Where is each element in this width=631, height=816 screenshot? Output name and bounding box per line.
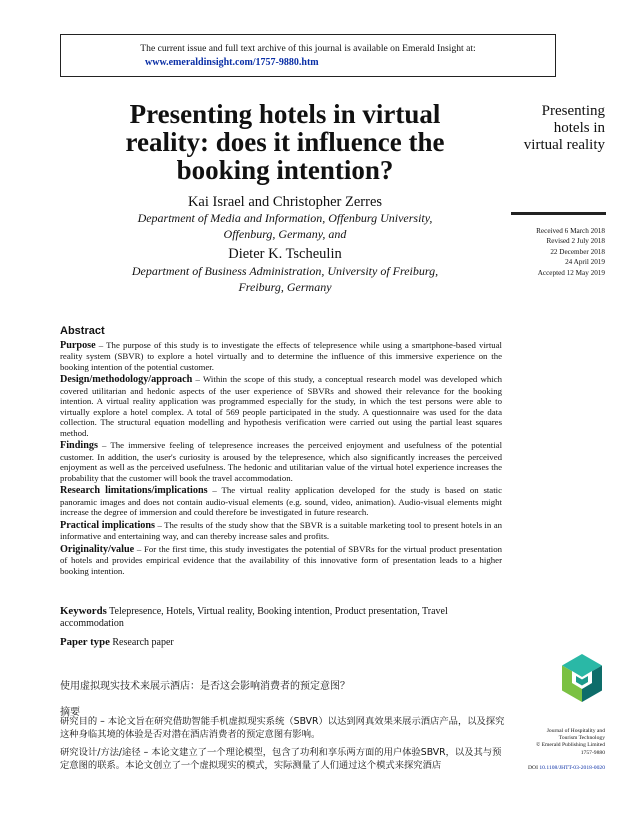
doi — [528, 765, 605, 771]
abstract — [60, 326, 502, 578]
section-label: Design/methodology/approach — [60, 374, 193, 385]
date-line: 24 April 2019 — [565, 258, 605, 267]
keywords-text: Telepresence, Hotels, Virtual reality, Booking intention, Product presentation, Travel accommodation — [60, 606, 448, 629]
keywords — [60, 605, 500, 630]
affiliation-line: Department of Business Administration, University of Freiburg, — [131, 264, 439, 278]
title-line: booking intention? — [176, 155, 394, 185]
affiliation-1 — [100, 210, 470, 242]
running-title-line: hotels in — [553, 120, 605, 136]
abstract-limitations: Research limitations/implications – The virtual reality application developed for the study is based on static panoramic images and does not contain audio-visual elements (e.g. sound, video, animation). Audio-visual elements might increase the degree of immersion and could therefore be investigated in future research. — [60, 485, 503, 517]
running-title-line: Presenting — [541, 103, 605, 119]
section-text: The results of the study show that the SBVR is a suitable marketing tool to present hotels in an informative and entertaining way, and can thereby increase sales and profits. — [60, 519, 502, 541]
authors-group-1: Kai Israel and Christopher Zerres — [187, 194, 383, 210]
abstract-heading: Abstract — [60, 325, 105, 337]
sidebar-divider — [511, 212, 606, 215]
affiliation-line: Freiburg, Germany — [238, 280, 332, 294]
journal-line: 1757-9880 — [580, 749, 605, 756]
abstract-findings: Findings – The immersive feeling of telepresence increases the perceived enjoyment and usefulness of the potential customer. In addition, the user's curiosity is aroused by the telepresence, which also significantly increases the perceived enjoyment as well as the perceived usefulness. The hedonic and utilitarian value of the virtual hotel experience increases the probability that the customer will book the travel accommodation. — [60, 440, 503, 483]
paper-type-text: Research paper — [112, 637, 174, 648]
affiliation-line: Department of Media and Information, Offenburg University, — [137, 211, 433, 225]
journal-line: Journal of Hospitality and — [546, 728, 605, 734]
archive-notice — [60, 34, 556, 77]
section-label: Originality/value — [60, 543, 135, 555]
chinese-purpose: 研究目的 – 本论文旨在研究借助智能手机虚拟现实系统（SBVR）以达到网真效果来展示酒店产品，以及探究这种身临其境的体验是否对潜在酒店消费者的预定意图有影响。 — [60, 716, 505, 740]
section-label: Research limitations/implications — [60, 485, 208, 496]
chinese-design: 研究设计/方法/途径 – 本论文建立了一个理论模型，包含了功利和享乐两方面的用户体验SBVR，以及其与预定意图的联系。本论文创立了一个虚拟现实的模式，实际测量了人们通过这个模式来探究酒店 — [60, 747, 502, 771]
authors-group-2: Dieter K. Tscheulin — [228, 246, 342, 262]
paper-type-label: Paper type — [60, 636, 110, 648]
archive-link[interactable]: www.emeraldinsight.com/1757-9880.htm — [145, 57, 319, 68]
paper-title — [100, 100, 470, 184]
section-text: The virtual reality application developed for the study is based on static panoramic images and does not contain audio-visual elements (e.g. sound, video, animation). Audio-visual elements might increase the degree of immersion and could therefore be investigated in future research. — [60, 485, 503, 517]
section-label: Purpose — [60, 339, 96, 351]
running-title-line: virtual reality — [523, 137, 605, 153]
chinese-abstract-label: 摘要 — [60, 707, 80, 718]
abstract-practical: Practical implications – The results of the study show that the SBVR is a suitable marketing tool to present hotels in an informative and entertaining way, and can thereby increase sales and profits. — [60, 519, 502, 541]
section-label: Practical implications — [60, 519, 156, 531]
title-line: reality: does it influence the — [125, 127, 445, 157]
chinese-title: 使用虚拟现实技术来展示酒店：是否这会影响消费者的预定意图？ — [60, 681, 350, 692]
section-text: The purpose of this study is to investigate the effects of telepresence while using a smartphone-based virtual reality system (SBVR) to explore a hotel virtually and to determine the influence of this immersive experience on the booking intention of the potential customer. — [60, 339, 503, 372]
journal-line: © Emerald Publishing Limited — [535, 742, 605, 749]
journal-info — [505, 728, 605, 757]
abstract-originality: Originality/value – For the first time, this study investigates the potential of SBVRs for the virtual product presentation of hotels and provides empirical evidence that the availability of this innovative form of presentation leads to a higher booking intention. — [60, 543, 503, 576]
section-text: For the first time, this study investigates the potential of SBVRs for the virtual product presentation of hotels and provides empirical evidence that the availability of this innovative form of presentation leads to a higher booking intention. — [60, 543, 503, 576]
title-line: Presenting hotels in virtual — [129, 99, 441, 129]
affiliation-line: Offenburg, Germany, and — [223, 227, 347, 241]
section-text: The immersive feeling of telepresence increases the perceived enjoyment and usefulness of the potential customer. In addition, the user's curiosity is aroused by the telepresence, which also significantly increases the perceived enjoyment as well as the perceived usefulness. The hedonic and utilitarian value of the virtual hotel experience increases the probability that the customer will book the travel accommodation. — [60, 440, 503, 483]
running-title — [465, 103, 605, 154]
submission-dates — [536, 226, 605, 278]
emerald-logo-icon — [558, 652, 606, 704]
date-line: 22 December 2018 — [550, 247, 605, 256]
abstract-purpose: Purpose – The purpose of this study is to investigate the effects of telepresence while using a smartphone-based virtual reality system (SBVR) to explore a hotel virtually and to determine the influence of this immersive experience on the booking intention of the potential customer. — [60, 339, 503, 372]
date-line: Received 6 March 2018 — [536, 227, 605, 235]
journal-line: Tourism Technology — [558, 735, 605, 742]
keywords-label: Keywords — [60, 605, 107, 617]
doi-link[interactable]: 10.1108/JHTT-03-2018-0020 — [539, 765, 605, 771]
abstract-design: Design/methodology/approach – Within the scope of this study, a conceptual research model was developed which covered utilitarian and hedonic aspects of the user experience of SBVRs and showed their relevance for the booking intention. A virtual reality application was programmed especially for the study, in which the test persons were able to virtually explore a hotel complex. A total of 569 people participated in the study. A questionnaire was used for the data collection. The structural equation modelling and hypothesis verification were carried out using the partial least squares method. — [60, 374, 502, 438]
section-text: Within the scope of this study, a conceptual research model was developed which covered utilitarian and hedonic aspects of the user experience of SBVRs and showed their relevance for the booking intention. A virtual reality application was programmed especially for the study, in which the test persons were able to virtually explore a hotel complex. A total of 569 people participated in the study. A questionnaire was used for the data collection. The structural equation modelling and hypothesis verification were carried out using the partial least squares method. — [60, 374, 502, 438]
doi-label: DOI — [528, 765, 538, 771]
date-line: Accepted 12 May 2019 — [537, 268, 605, 277]
archive-notice-text: The current issue and full text archive of this journal is available on Emerald Insight at: — [140, 43, 476, 54]
paper-type — [60, 636, 174, 648]
date-line: Revised 2 July 2018 — [546, 237, 605, 246]
affiliation-2 — [100, 263, 470, 295]
section-label: Findings — [60, 440, 98, 451]
